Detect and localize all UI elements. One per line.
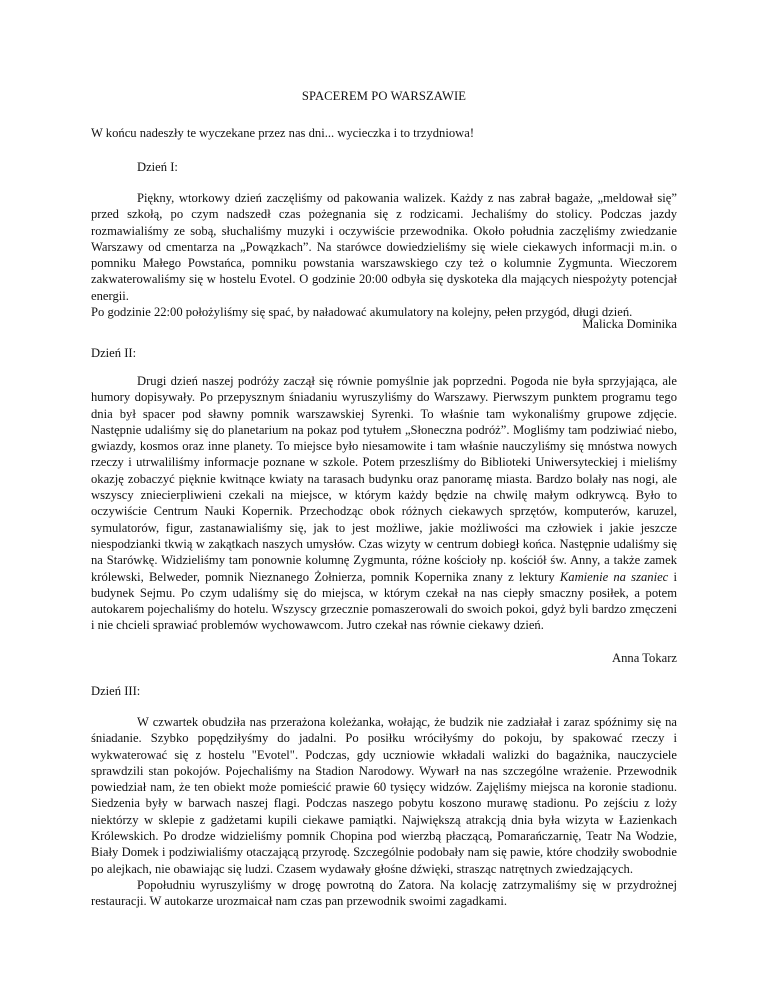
day3-paragraph: W czwartek obudziła nas przerażona koleżanka, wołając, że budzik nie zadziałał i zaraz spóźnimy się na śniadanie. Szybko popędziłyśmy do jadalni. Po posiłku wróciłyśmy do pokoju, by spakować rzeczy i wykwaterować się z hostelu "Evotel". Podczas, gdy uczniowie wkładali walizki do bagażnika, nauczyciele sprawdzili stan pokojów. Pojechaliśmy na Stadion Narodowy. Wywarł na nas szczególne wrażenie. Przewodnik powiedział nam, że ten obiekt może pomieścić prawie 60 tysięcy widzów. Zajęliśmy miejsca na koronie stadionu. Siedzenia były w barwach naszej flagi. Podczas naszego pobytu koszono murawę stadionu. Po zejściu z loży niektórzy w sklepie z gadżetami kupili ciekawe pamiątki. Największą atrakcją dnia była wizyta w Łazienkach Królewskich. Po drodze widzieliśmy pomnik Chopina pod wierzbą płaczącą, Pomarańczarnię, Teatr Na Wodzie, Biały Domek i podziwialiśmy otaczającą przyrodę. Szczególnie podobały nam się pawie, które chodziły swobodnie po alejkach, nie obawiając się ludzi. Czasem wydawały głośne dźwięki, strasząc natrętnych zwiedzających. (91, 715, 677, 876)
day1-author: Malicka Dominika (582, 317, 677, 331)
day2-heading: Dzień II: (91, 346, 137, 360)
day2-text (91, 373, 677, 634)
day1-heading: Dzień I: (137, 160, 178, 174)
day1-closing-paragraph: Po godzinie 22:00 położyliśmy się spać, by naładować akumulatory na kolejny, pełen przygód, długi dzień. (91, 305, 633, 320)
day3-text (91, 714, 677, 910)
day3-closing-paragraph: Popołudniu wyruszyliśmy w drogę powrotną do Zatora. Na kolację zatrzymaliśmy się w przydrożnej restauracji. W autokarze urozmaicał nam czas pan przewodnik swoimi zagadkami. (91, 877, 677, 909)
intro-paragraph: W końcu nadeszły te wyczekane przez nas dni... wycieczka i to trzydniowa! (91, 126, 475, 140)
day1-text (91, 190, 677, 320)
book-title: Kamienie na szaniec (559, 569, 669, 584)
day1-paragraph: Piękny, wtorkowy dzień zaczęliśmy od pakowania walizek. Każdy z nas zabrał bagaże, „meldował się” przed szkołą, po czym nadszedł czas pożegnania się z rodzicami. Jechaliśmy do stolicy. Podczas jazdy rozmawialiśmy ze sobą, słuchaliśmy muzyki i oczywiście przewodnika. Około południa zaczęliśmy zwiedzanie Warszawy od cmentarza na „Powązkach”. Na starówce dowiedzieliśmy się wiele ciekawych informacji m.in. o pomniku Małego Powstańca, pomniku powstania warszawskiego czy też o kolumnie Zygmunta. Wieczorem zakwaterowaliśmy się w hostelu Evotel. O godzinie 20:00 odbyła się dyskoteka dla mających niespożyty potencjał energii. (91, 191, 677, 303)
document-title: SPACEREM PO WARSZAWIE (301, 89, 467, 103)
day2-author: Anna Tokarz (612, 651, 677, 665)
day2-text-part1: Drugi dzień naszej podróży zaczął się równie pomyślnie jak poprzedni. Pogoda nie była sprzyjająca, ale humory dopisywały. Po przepysznym śniadaniu wyruszyliśmy do Warszawy. Pierwszym punktem programu tego dnia był spacer pod sławny pomnik warszawskiej Syrenki. To właśnie tam wykonaliśmy grupowe zdjęcie. Następnie udaliśmy się do planetarium na pokaz pod tytułem „Słoneczna podróż”. Mogliśmy tam podziwiać niebo, gwiazdy, kosmos oraz inne planety. To miejsce było niesamowite i tam właśnie nauczyliśmy się mnóstwa nowych rzeczy i utrwaliliśmy informacje poznane w szkole. Potem przeszliśmy do Biblioteki Uniwersyteckiej i mieliśmy okazję zobaczyć pięknie kwitnące kwiaty na tarasach budynku oraz panoramę miasta. Bardzo bolały nas nogi, ale wszyscy zniecierpliwieni czekali na miejsce, w którym każdy będzie na chwilę małym odkrywcą. Było to oczywiście Centrum Nauki Kopernik. Przechodząc obok różnych ciekawych sprzętów, komputerów, karuzel, symulatorów, figur, zastanawialiśmy się, jak to jest możliwe, jakie możliwości ma człowiek i jakie jeszcze niespodzianki tkwią w zakątkach naszych umysłów. Czas wizyty w centrum dobiegł końca. Następnie udaliśmy się na Starówkę. Widzieliśmy tam ponownie kolumnę Zygmunta, różne kościoły np. kościół św. Anny, a także zamek królewski, Belweder, pomnik Nieznanego Żołnierza, pomnik Kopernika znany z lektury (91, 374, 677, 584)
day3-heading: Dzień III: (91, 684, 141, 698)
day2-paragraph (91, 373, 677, 634)
day2-text-part2: i budynek Sejmu. Po czym udaliśmy się do miejsca, w którym czekał na nas ciepły smaczny posiłek, a potem autokarem pojechaliśmy do hotelu. Wszyscy grzecznie pomaszerowali do swoich pokoi, gdyż byli bardzo zmęczeni i nie chcieli sprawiać problemów wychowawcom. Jutro czekał nas równie ciekawy dzień. (91, 569, 677, 633)
